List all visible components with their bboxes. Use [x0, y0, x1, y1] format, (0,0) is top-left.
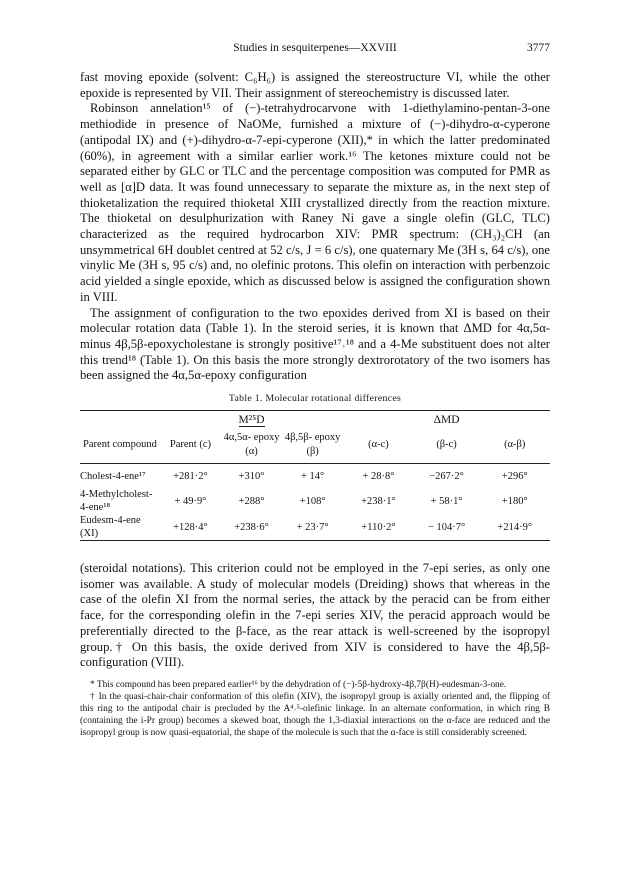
col-header-alpha-epoxy: 4α,5α- epoxy (α): [223, 432, 280, 458]
paragraph-2: Robinson annelation¹⁵ of (−)-tetrahydrocarvone with 1-diethylamino-pentan-3-one methiodide in presence of NaOMe, furnished a mixture of (−)-dihydro-α-cyperone (antipodal IX) and (+)-dihydro-α-7-epi-cyperone (XII),* in which the latter predominated (60%), in agreement with a similar earlier work.¹⁶ The ketones mixture could not be separated either by GLC or TLC and the percentage composition was computed for PMR as well as [α]D data. It was found unnecessary to separate the mixture as, in the next step of thioketalization the required thioketal XIII crystallized directly from the reaction mixture. The thioketal on desulphurization with Raney Ni gave a single olefin (GLC, TLC) characterized as the required hydrocarbon XIV: PMR spectrum: (CH₃)₂CH (an unsymmetrical 6H doublet centred at 52 c/s, J = 6 c/s), one quaternary Me (3H s, 64 c/s), one vinylic Me (3H s, 95 c/s) and, no olefinic protons. This olefin on interaction with perbenzoic acid yielded a single epoxide, which as discussed below is assigned the configuration shown in VIII.: [80, 101, 550, 304]
group-label-delta: ΔMD: [433, 414, 460, 427]
running-title: Studies in sesquiterpenes—XXVIII: [233, 42, 397, 54]
table-row: [80, 514, 550, 541]
cell-beta: + 14°: [301, 470, 325, 482]
cell-beta-c: + 58·1°: [430, 495, 463, 507]
cell-beta-c: −267·2°: [429, 470, 464, 482]
table-row: [80, 464, 550, 489]
cell-beta: +108°: [299, 495, 326, 507]
col-header-alpha-beta: (α-β): [504, 439, 526, 451]
cell-alpha: +238·6°: [234, 521, 269, 533]
cell-alpha-c: + 28·8°: [362, 470, 395, 482]
table-row: [80, 488, 550, 514]
group-header-md: [160, 411, 343, 430]
col-header-parent: Parent (c): [169, 439, 211, 451]
group-label-md: M²⁵D: [238, 414, 265, 427]
cell-alpha-c: +110·2°: [361, 521, 396, 533]
paragraph-1: fast moving epoxide (solvent: C₆H₆) is assigned the stereostructure VI, while the other epoxide is represented by VII. Their assignment of stereochemistry is discussed later.: [80, 70, 550, 100]
paragraph-4: (steroidal notations). This criterion could not be employed in the 7-epi series, as only one isomer was available. A study of molecular models (Dreiding) shows that whereas in the case of the olefin XI from the normal series, the attack by the peracid can be from either face, for the corresponding olefin in the 7-epi series XIV, the peracid approach would be preferentially directed to the β-face, as the rear attack is well-screened by the isopropyl group.† On this basis, the oxide derived from XIV is considered to have the 4β,5β-configuration (VIII).: [80, 561, 550, 670]
paragraph-3: The assignment of configuration to the two epoxides derived from XI is based on their molecular rotation data (Table 1). In the steroid series, it is known that ΔMD for 4α,5α- minus 4β,5β-epoxycholestane is strongly positive¹⁷˒¹⁸ and a 4-Me substituent does not alter this trend¹⁸ (Table 1). On this basis the more strongly dextrorotatory of the two isomers has been assigned the 4α,5α-epoxy configuration: [80, 305, 550, 383]
body-text: [80, 70, 550, 384]
page-number: 3777: [527, 42, 550, 54]
table-corner: [80, 411, 160, 430]
cell-parent: +281·2°: [173, 470, 208, 482]
col-header-beta-epoxy: 4β,5β- epoxy (β): [284, 432, 341, 458]
page: [80, 42, 550, 739]
body-text-continued: [80, 561, 550, 671]
footnotes: [80, 679, 550, 739]
group-header-delta: [343, 411, 550, 430]
cell-beta: + 23·7°: [296, 521, 329, 533]
footnote-star: * This compound has been prepared earlier¹⁶ by the dehydration of (−)-5β-hydroxy-4β,7β(H)-eudesman-3-one.: [90, 679, 507, 690]
col-header-compound: Parent compound: [83, 439, 157, 451]
row-compound: Cholest-4-ene¹⁷: [80, 470, 146, 482]
rotation-table: [80, 410, 550, 541]
col-header-alpha-c: (α-c): [368, 439, 389, 451]
cell-alpha: +288°: [238, 495, 265, 507]
table-caption: Table 1. Molecular rotational differences: [228, 393, 402, 405]
cell-parent: + 49·9°: [174, 495, 207, 507]
cell-alpha-c: +238·1°: [361, 495, 396, 507]
row-compound: 4-Methylcholest-4-ene¹⁸: [80, 489, 153, 514]
running-header: [80, 42, 550, 58]
cell-alpha-beta: +180°: [501, 495, 528, 507]
cell-parent: +128·4°: [173, 521, 208, 533]
footnote-dagger: † In the quasi-chair-chair conformation of this olefin (XIV), the isopropyl group is axially oriented and, the flipping of this ring to the antipodal chair is precluded by the A⁴˒⁵-olefinic linkage. In an alternate conformation, in which ring B (containing the i-Pr group) becomes a skewed boat, though the 1,3-diaxial interactions on the α-face are reduced and the isopropyl group is now quasi-equatorial, the shape of the molecule is such that the α-face is still considerably screened.: [80, 691, 550, 738]
cell-alpha-beta: +214·9°: [497, 521, 533, 533]
cell-beta-c: − 104·7°: [427, 521, 466, 533]
col-header-beta-c: (β-c): [436, 439, 457, 451]
cell-alpha: +310°: [238, 470, 265, 482]
row-compound: Eudesm-4-ene (XI): [80, 515, 141, 540]
cell-alpha-beta: +296°: [501, 470, 528, 482]
